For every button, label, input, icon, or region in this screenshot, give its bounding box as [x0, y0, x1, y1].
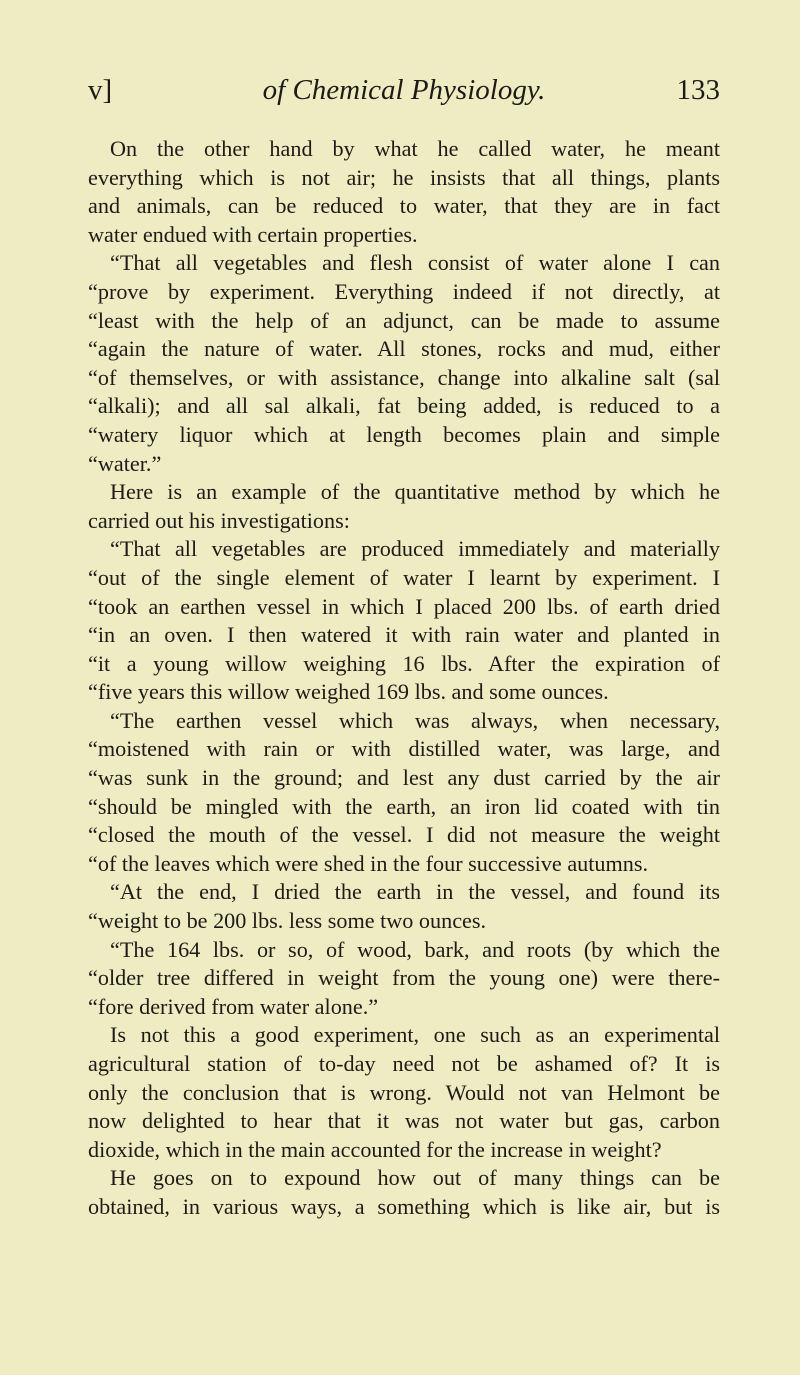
- text-line: “The 164 lbs. or so, of wood, bark, and roots (by which the: [110, 936, 720, 962]
- text-line: Is not this a good experiment, one such as an experimental: [110, 1022, 720, 1048]
- text-line: agricultural station of to-day need not be ashamed of? It is: [88, 1051, 720, 1076]
- text-line: “water.”: [88, 450, 162, 476]
- text-line: “The earthen vessel which was always, when necessary,: [110, 707, 720, 733]
- text-line: “That all vegetables and flesh consist of water alone I can: [110, 250, 720, 276]
- paragraph: [88, 878, 720, 935]
- text-line: “should be mingled with the earth, an iron lid coated with tin: [88, 793, 720, 819]
- text-line: “took an earthen vessel in which I placed 200 lbs. of earth dried: [88, 593, 720, 619]
- running-title: of Chemical Physiology.: [262, 74, 546, 106]
- text-line: “was sunk in the ground; and lest any dust carried by the air: [88, 765, 720, 791]
- text-line: “in an oven. I then watered it with rain water and planted in: [88, 622, 720, 648]
- text-line: “of themselves, or with assistance, change into alkaline salt (sal: [88, 364, 720, 390]
- text-line: only the conclusion that is wrong. Would not van Helmont be: [88, 1079, 720, 1105]
- paragraph: [88, 1021, 720, 1164]
- text-line: Here is an example of the quantitative method by which he: [110, 479, 720, 505]
- text-line: “five years this willow weighed 169 lbs. and some ounces.: [88, 679, 609, 705]
- text-line: “closed the mouth of the vessel. I did not measure the weight: [88, 822, 720, 848]
- text-line: “again the nature of water. All stones, rocks and mud, either: [88, 336, 720, 362]
- text-line: He goes on to expound how out of many things can be: [110, 1165, 720, 1191]
- text-line: “That all vegetables are produced immediately and materially: [110, 536, 720, 562]
- text-line: On the other hand by what he called water, he meant: [110, 136, 720, 161]
- paragraph: [88, 707, 720, 879]
- text-line: “prove by experiment. Everything indeed if not directly, at: [88, 278, 720, 304]
- text-line: now delighted to hear that it was not water but gas, carbon: [88, 1108, 720, 1134]
- text-line: “older tree differed in weight from the young one) were there-: [88, 965, 720, 991]
- paragraph: [88, 478, 720, 535]
- text-line: dioxide, which in the main accounted for the increase in weight?: [88, 1136, 662, 1162]
- paragraph: [88, 249, 720, 478]
- text-line: and animals, can be reduced to water, that they are in fact: [88, 193, 720, 219]
- text-line: carried out his investigations:: [88, 507, 350, 533]
- text-line: “least with the help of an adjunct, can be made to assume: [88, 307, 720, 333]
- text-line: “out of the single element of water I learnt by experiment. I: [88, 564, 720, 590]
- text-line: everything which is not air; he insists that all things, plants: [88, 164, 720, 190]
- text-line: “At the end, I dried the earth in the vessel, and found its: [110, 879, 720, 905]
- paragraph: [88, 1164, 720, 1221]
- text-line: “alkali); and all sal alkali, fat being added, is reduced to a: [88, 393, 720, 419]
- running-header: [88, 70, 720, 110]
- text-line: “watery liquor which at length becomes plain and simple: [88, 421, 720, 447]
- text-line: “of the leaves which were shed in the four successive autumns.: [88, 850, 649, 876]
- text-line: water endued with certain properties.: [88, 221, 418, 247]
- text-line: “weight to be 200 lbs. less some two ounces.: [88, 908, 487, 934]
- page-number: 133: [676, 74, 720, 106]
- text-line: “it a young willow weighing 16 lbs. After the expiration of: [88, 650, 720, 676]
- text-line: obtained, in various ways, a something which is like air, but is: [88, 1193, 720, 1219]
- text-line: “moistened with rain or with distilled water, was large, and: [88, 736, 720, 762]
- paragraph: [88, 535, 720, 707]
- paragraph: [88, 936, 720, 1022]
- body-text: [88, 135, 720, 1222]
- chapter-number: v]: [88, 74, 113, 106]
- paragraph: [88, 135, 720, 249]
- text-line: “fore derived from water alone.”: [88, 993, 379, 1019]
